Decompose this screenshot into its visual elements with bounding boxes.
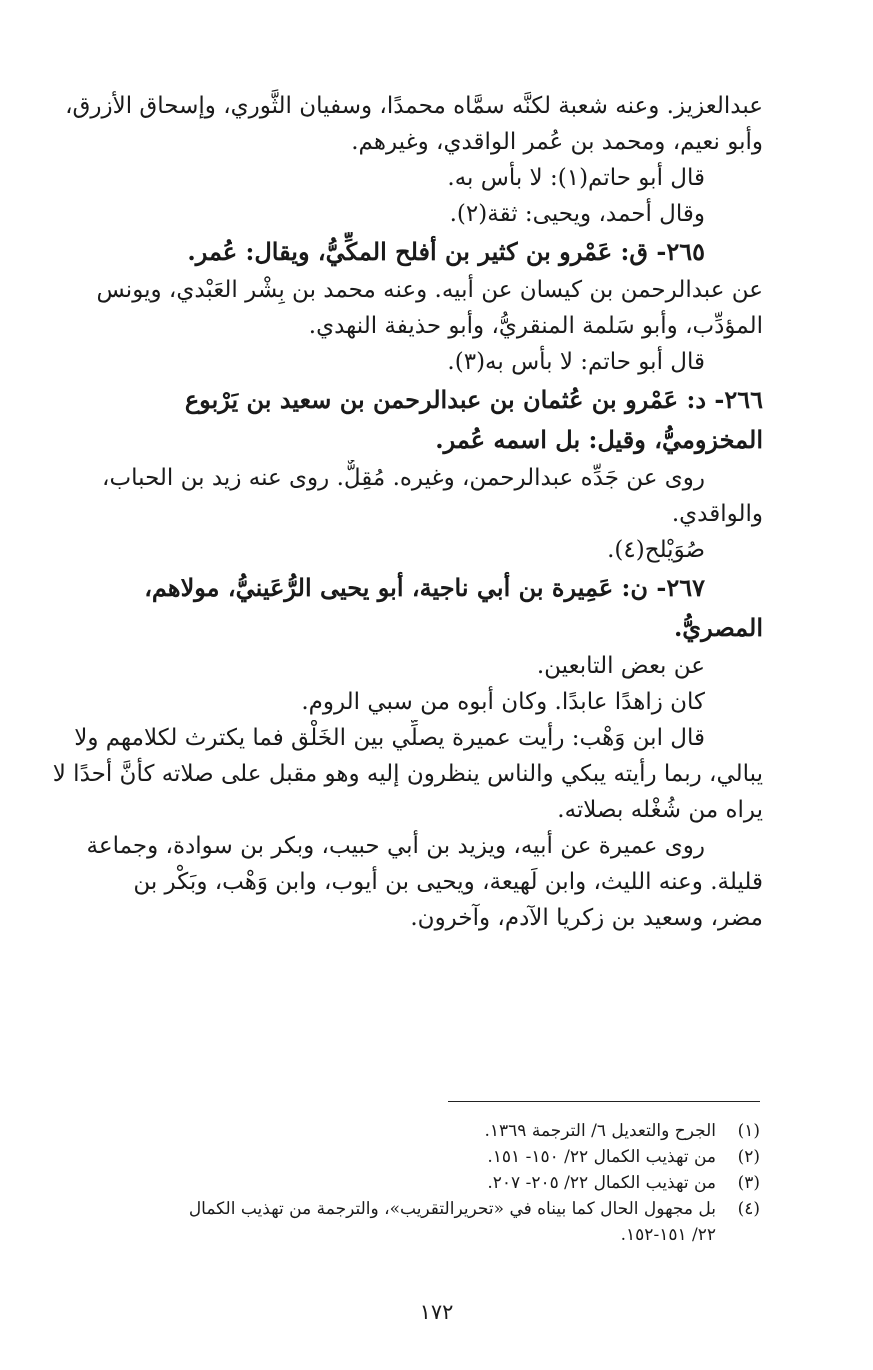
footnote [18,1196,760,1222]
page-body [18,88,763,936]
footnote-text: من تهذيب الكمال ٢٢/ ١٥٠- ١٥١. [487,1147,716,1167]
body-line: يراه من شُغْله بصلاته. [557,797,763,823]
body-line: عن بعض التابعين. [536,653,705,679]
footnote-continuation [18,1222,760,1248]
page-number: ١٧٢ [419,1300,454,1324]
footnote-text: ٢٢/ ١٥١-١٥٢. [620,1225,716,1245]
body-line: قال أبو حاتم(١): لا بأس به. [447,165,705,191]
body-line: والواقدي. [671,501,763,527]
footnotes [18,1118,760,1248]
footnote-number: (١) [737,1121,760,1141]
body-line: وقال أحمد، ويحيى: ثقة(٢). [449,201,705,227]
body-line: قليلة. وعنه الليث، وابن لَهيعة، ويحيى بن أيوب، وابن وَهْب، وبَكْر بن [133,869,763,895]
body-line: وأبو نعيم، ومحمد بن عُمر الواقدي، وغيرهم. [351,129,763,155]
footnote-number: (٢) [737,1147,760,1167]
body-line: قال أبو حاتم: لا بأس به(٣). [447,349,705,375]
footnote-divider [448,1101,760,1102]
footnote [18,1170,760,1196]
footnote-number: (٣) [737,1173,760,1193]
entry-heading: المصريُّ. [673,613,763,642]
body-line: كان زاهدًا عابدًا. وكان أبوه من سبي الروم. [301,689,705,715]
body-line: روى عميرة عن أبيه، ويزيد بن أبي حبيب، وبكر بن سوادة، وجماعة [86,833,705,859]
entry-heading: ٢٦٧- ن: عَمِيرة بن أبي ناجية، أبو يحيى الرُّعَينيُّ، مولاهم، [144,573,705,602]
footnote [18,1144,760,1170]
entry-heading: ٢٦٦- د: عَمْرو بن عُثمان بن عبدالرحمن بن سعيد بن يَرْبوع [184,385,763,414]
entry-heading: المخزوميُّ، وقيل: بل اسمه عُمر. [435,425,763,454]
body-line: مضر، وسعيد بن زكريا الآدم، وآخرون. [410,905,763,931]
footnote-number: (٤) [737,1199,760,1219]
body-line: صُوَيْلح(٤). [607,537,705,563]
body-line: روى عن جَدِّه عبدالرحمن، وغيره. مُقِلٌّ. روى عنه زيد بن الحباب، [102,465,705,491]
entry-heading: ٢٦٥- ق: عَمْرو بن كثير بن أفلح المكِّيُّ، ويقال: عُمر. [187,237,705,266]
body-line: عن عبدالرحمن بن كيسان عن أبيه. وعنه محمد بن بِشْر العَبْدي، ويونس [96,277,763,303]
body-line: قال ابن وَهْب: رأيت عميرة يصلِّي بين الخَلْق فما يكترث لكلامهم ولا [74,725,705,751]
footnote [18,1118,760,1144]
footnote-text: الجرح والتعديل ٦/ الترجمة ١٣٦٩. [484,1121,716,1141]
body-line: المؤدِّب، وأبو سَلمة المنقريُّ، وأبو حذيفة النهدي. [308,313,763,339]
body-line: عبدالعزيز. وعنه شعبة لكنَّه سمَّاه محمدًا، وسفيان الثَّوري، وإسحاق الأزرق، [65,93,763,119]
footnote-text: بل مجهول الحال كما بيناه في «تحريرالتقريب»، والترجمة من تهذيب الكمال [188,1199,716,1219]
body-line: يبالي، ربما رأيته يبكي والناس ينظرون إليه وهو مقبل على صلاته كأنَّ أحدًا لا [52,761,763,787]
footnote-text: من تهذيب الكمال ٢٢/ ٢٠٥- ٢٠٧. [487,1173,716,1193]
